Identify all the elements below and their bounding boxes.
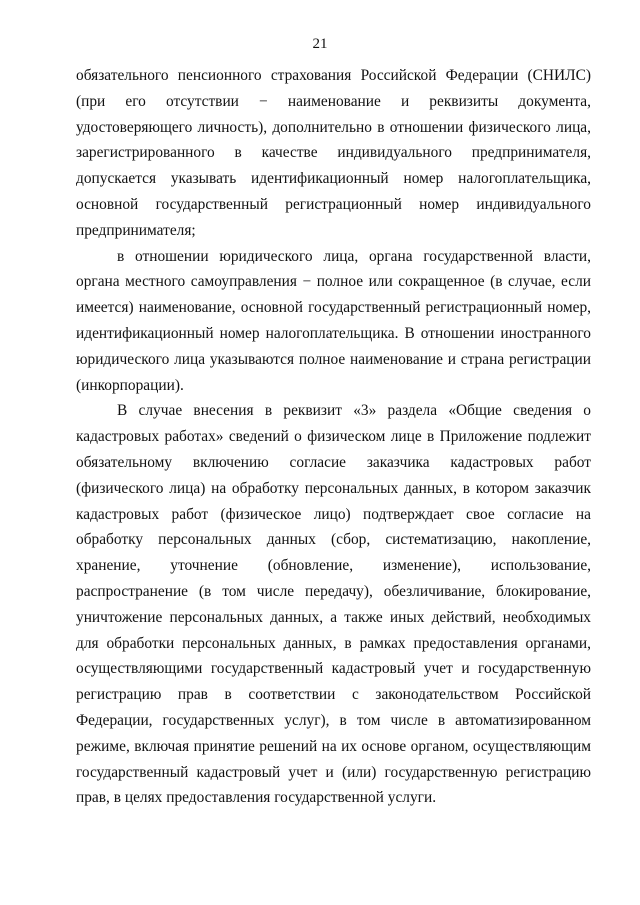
document-body bbox=[76, 63, 591, 811]
page-number: 21 bbox=[312, 36, 328, 52]
paragraph-personal-data-consent: В случае внесения в реквизит «3» раздела «Общие сведения о кадастровых работах» сведений о физическом лице в Приложение подлежит обязательному включению согласие заказчика кадастровых работ (физического лица) на обработку персональных данных, в котором заказчик кадастровых работ (физическое лицо) подтверждает свое согласие на обработку персональных данных (сбор, систематизацию, накопление, хранение, уточнение (обновление, изменение), использование, распространение (в том числе передачу), обезличивание, блокирование, уничтожение персональных данных, а также иных действий, необходимых для обработки персональных данных, в рамках предоставления органами, осуществляющими государственный кадастровый учет и государственную регистрацию прав в соответствии с законодательством Российской Федерации, государственных услуг), в том числе в автоматизированном режиме, включая принятие решений на их основе органом, осуществляющим государственный кадастровый учет и (или) государственную регистрацию прав, в целях предоставления государственной услуги. bbox=[76, 402, 591, 807]
paragraph-continuation: обязательного пенсионного страхования Российской Федерации (СНИЛС) (при его отсутствии − наименование и реквизиты документа, удостоверяющего личность), дополнительно в отношении физического лица, зарегистрированного в качестве индивидуального предпринимателя, допускается указывать идентификационный номер налогоплательщика, основной государственный регистрационный номер индивидуального предпринимателя; bbox=[76, 67, 591, 239]
paragraph-legal-entity: в отношении юридического лица, органа государственной власти, органа местного самоуправления − полное или сокращенное (в случае, если имеется) наименование, основной государственный регистрационный номер, идентификационный номер налогоплательщика. В отношении иностранного юридического лица указываются полное наименование и страна регистрации (инкорпорации). bbox=[76, 247, 591, 394]
